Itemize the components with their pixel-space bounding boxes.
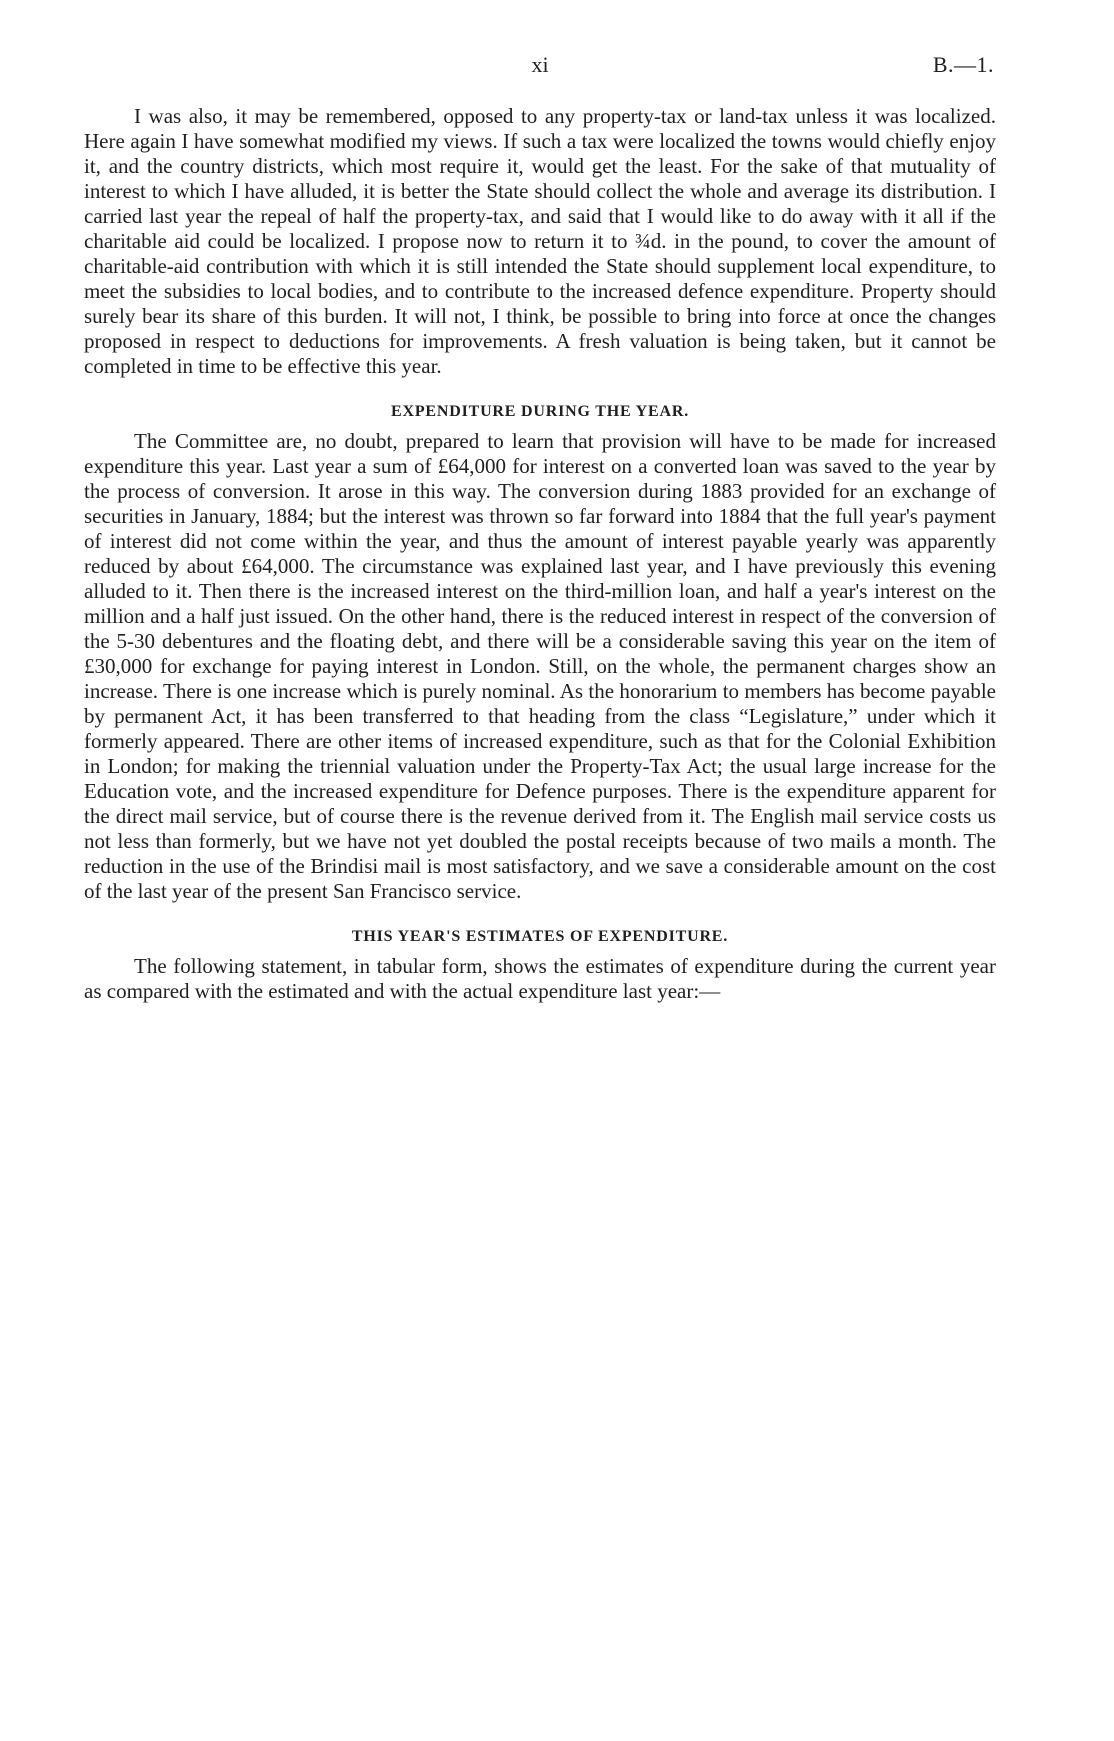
heading-expenditure-during-year: EXPENDITURE DURING THE YEAR. — [391, 403, 689, 420]
page-number: xi — [531, 52, 549, 77]
paragraph-estimates-intro: The following statement, in tabular form, shows the estimates of expenditure during the current year as compared with the estimated and with the actual expenditure last year:— — [84, 954, 996, 1003]
document-reference: B.—1. — [932, 52, 994, 77]
page-header — [84, 52, 996, 86]
paragraph-expenditure: The Committee are, no doubt, prepared to learn that provision will have to be made for increased expenditure this year. Last year a sum of £64,000 for interest on a converted loan was saved to the year by the process of conversion. It arose in this way. The conversion during 1883 provided for an exchange of securities in January, 1884; but the interest was thrown so far forward into 1884 that the full year's payment of interest did not come within the year, and thus the amount of interest payable yearly was apparently reduced by about £64,000. The circumstance was explained last year, and I have previously this evening alluded to it. Then there is the increased interest on the third-million loan, and half a year's interest on the million and a half just issued. On the other hand, there is the reduced interest in respect of the conversion of the 5-30 debentures and the floating debt, and there will be a considerable saving this year on the item of £30,000 for exchange for paying interest in London. Still, on the whole, the permanent charges show an increase. There is one increase which is purely nominal. As the honorarium to members has become payable by permanent Act, it has been transferred to that heading from the class “Legislature,” under which it formerly appeared. There are other items of increased expenditure, such as that for the Colonial Exhibition in London; for making the triennial valuation under the Property-Tax Act; the usual large increase for the Education vote, and the increased expenditure for Defence purposes. There is the expenditure apparent for the direct mail service, but of course there is the revenue derived from it. The English mail service costs us not less than formerly, but we have not yet doubled the postal receipts because of two mails a month. The reduction in the use of the Brindisi mail is most satisfactory, and we save a considerable amount on the cost of the last year of the present San Francisco service. — [84, 429, 996, 903]
heading-estimates-of-expenditure: THIS YEAR'S ESTIMATES OF EXPENDITURE. — [351, 928, 729, 945]
paragraph-property-tax: I was also, it may be remembered, opposed to any property-tax or land-tax unless it was localized. Here again I have somewhat modified my views. If such a tax were localized the towns would chiefly enjoy it, and the country districts, which most require it, would get the least. For the sake of that mutuality of interest to which I have alluded, it is better the State should collect the whole and average its distribution. I carried last year the repeal of half the property-tax, and said that I would like to do away with it all if the charitable aid could be localized. I propose now to return it to ¾d. in the pound, to cover the amount of charitable-aid contribution with which it is still intended the State should supplement local expenditure, to meet the subsidies to local bodies, and to contribute to the increased defence expenditure. Property should surely bear its share of this burden. It will not, I think, be possible to bring into force at once the changes proposed in respect to deductions for improvements. A fresh valuation is being taken, but it cannot be completed in time to be effective this year. — [84, 104, 996, 378]
page-body — [84, 104, 996, 1004]
